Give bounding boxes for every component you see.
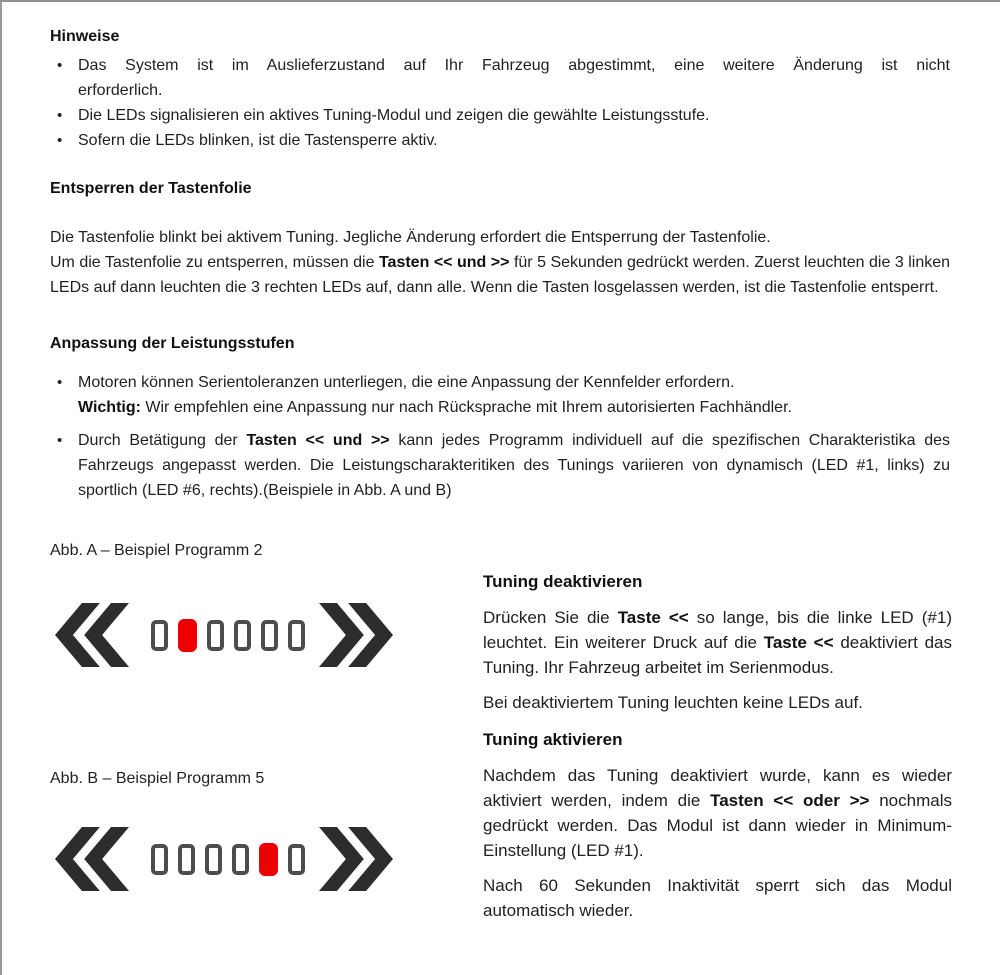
double-chevron-left-icon [55,603,129,667]
tasten-keys-bold: Tasten << oder >> [710,791,870,810]
anpassung-bullet-1-line-1: Motoren können Serientoleranzen unterliegen, die eine Anpassung der Kennfelder erfordern. [78,374,735,391]
led-indicator [151,620,168,651]
anpassung-bullet-2 [78,428,950,503]
aktivieren-text-cont: nochmals gedrückt werden. Das Modul ist dann wieder in Minimum-Einstellung (LED #1). [483,791,952,860]
deaktivieren-paragraph-2: Bei deaktiviertem Tuning leuchten keine LEDs auf. [483,693,863,712]
deaktivieren-text-end: deaktiviert das Tuning. Ihr Fahrzeug arbeitet im Serienmodus. [483,633,952,677]
figure-b-graphic [55,827,483,891]
entsperren-title: Entsperren der Tastenfolie [50,180,252,197]
anpassung-bullet-2-text-cont: kann jedes Programm individuell auf die spezifischen Charakteristika des Fahrzeugs angepasst werden. Die Leistungscharakteritiken des Tunings variieren von dynamisch (LED #1, links) zu sportlich (LED #6, rechts).(Beispiele in Abb. A und B) [78,432,951,499]
aktivieren-title: Tuning aktivieren [483,730,623,749]
entsperren-paragraph [50,225,950,300]
anpassung-title: Anpassung der Leistungsstufen [50,335,295,352]
anpassung-bullet-2-text: Durch Betätigung der [78,432,247,449]
led-indicator-row [151,619,305,652]
led-indicator-row [151,843,305,876]
led-indicator [151,844,168,875]
hinweise-bullet-list [50,53,950,153]
hinweise-bullet-1-line-2: erforderlich. [78,82,163,99]
figure-a-graphic [55,603,483,667]
anpassung-bullet-1-line-2: Wir empfehlen eine Anpassung nur nach Rücksprache mit Ihrem autorisierten Fachhändler. [140,399,792,416]
hinweise-bullet-1 [78,53,950,103]
hinweise-bullet-1-line-1: • Das System ist im Auslieferzustand auf Ihr Fahrzeug abgestimmt, eine weitere Änderung ist nicht [78,57,950,74]
deaktivieren-paragraph-1 [483,605,952,680]
double-chevron-right-icon [319,827,393,891]
figure-a-label: Abb. A – Beispiel Programm 2 [50,542,263,559]
entsperren-text: Um die Tastenfolie zu entsperren, müssen die [50,254,379,271]
section-anpassung [50,334,950,503]
tasten-keys-bold: Tasten << und >> [246,432,390,449]
figure-column [50,539,483,923]
led-indicator-active [178,619,197,652]
hinweise-title: Hinweise [50,28,120,45]
led-indicator-active [259,843,278,876]
double-chevron-right-icon [319,603,393,667]
section-hinweise [50,27,950,153]
led-indicator [207,620,224,651]
led-indicator [205,844,222,875]
section-entsperren [50,179,950,300]
entsperren-text-cont: für 5 Sekunden gedrückt werden. Zuerst leuchten die 3 linken LEDs auf dann leuchten die 3 rechten LEDs auf, dann alle. Wenn die Tasten losgelassen werden, ist die Tastenfolie entsperrt. [50,254,951,296]
deaktivieren-text-cont: so lange, bis die linke LED (#1) leuchtet. Ein weiterer Druck auf die [483,608,952,652]
anpassung-bullet-1 [78,370,950,420]
entsperren-line-1: Die Tastenfolie blinkt bei aktivem Tuning. Jegliche Änderung erfordert die Entsperrung der Tastenfolie. [50,229,771,246]
aktivieren-paragraph-1 [483,763,952,863]
tasten-keys-bold: Tasten << und >> [378,254,510,271]
figure-b-label: Abb. B – Beispiel Programm 5 [50,770,265,787]
deaktivieren-title: Tuning deaktivieren [483,572,643,591]
anpassung-bullet-list [50,370,950,503]
led-indicator [234,620,251,651]
led-indicator [288,844,305,875]
taste-key-bold: Taste << [763,633,834,652]
led-indicator [261,620,278,651]
figure-instruction-area [50,539,950,923]
led-indicator [288,620,305,651]
led-indicator [232,844,249,875]
deaktivieren-text: Drücken Sie die [483,608,618,627]
double-chevron-left-icon [55,827,129,891]
taste-key-bold: Taste << [617,608,689,627]
aktivieren-text: Nachdem das Tuning deaktiviert wurde, kann es wieder aktiviert werden, indem die [483,766,952,810]
hinweise-bullet-2: • Die LEDs signalisieren ein aktives Tuning-Modul und zeigen die gewählte Leistungsstufe. [78,103,950,128]
hinweise-bullet-3: • Sofern die LEDs blinken, ist die Tastensperre aktiv. [78,128,950,153]
led-indicator [178,844,195,875]
aktivieren-paragraph-2: Nach 60 Sekunden Inaktivität sperrt sich das Modul automatisch wieder. [483,876,952,920]
instruction-column [483,539,952,923]
wichtig-label-bold: Wichtig: [78,399,141,416]
